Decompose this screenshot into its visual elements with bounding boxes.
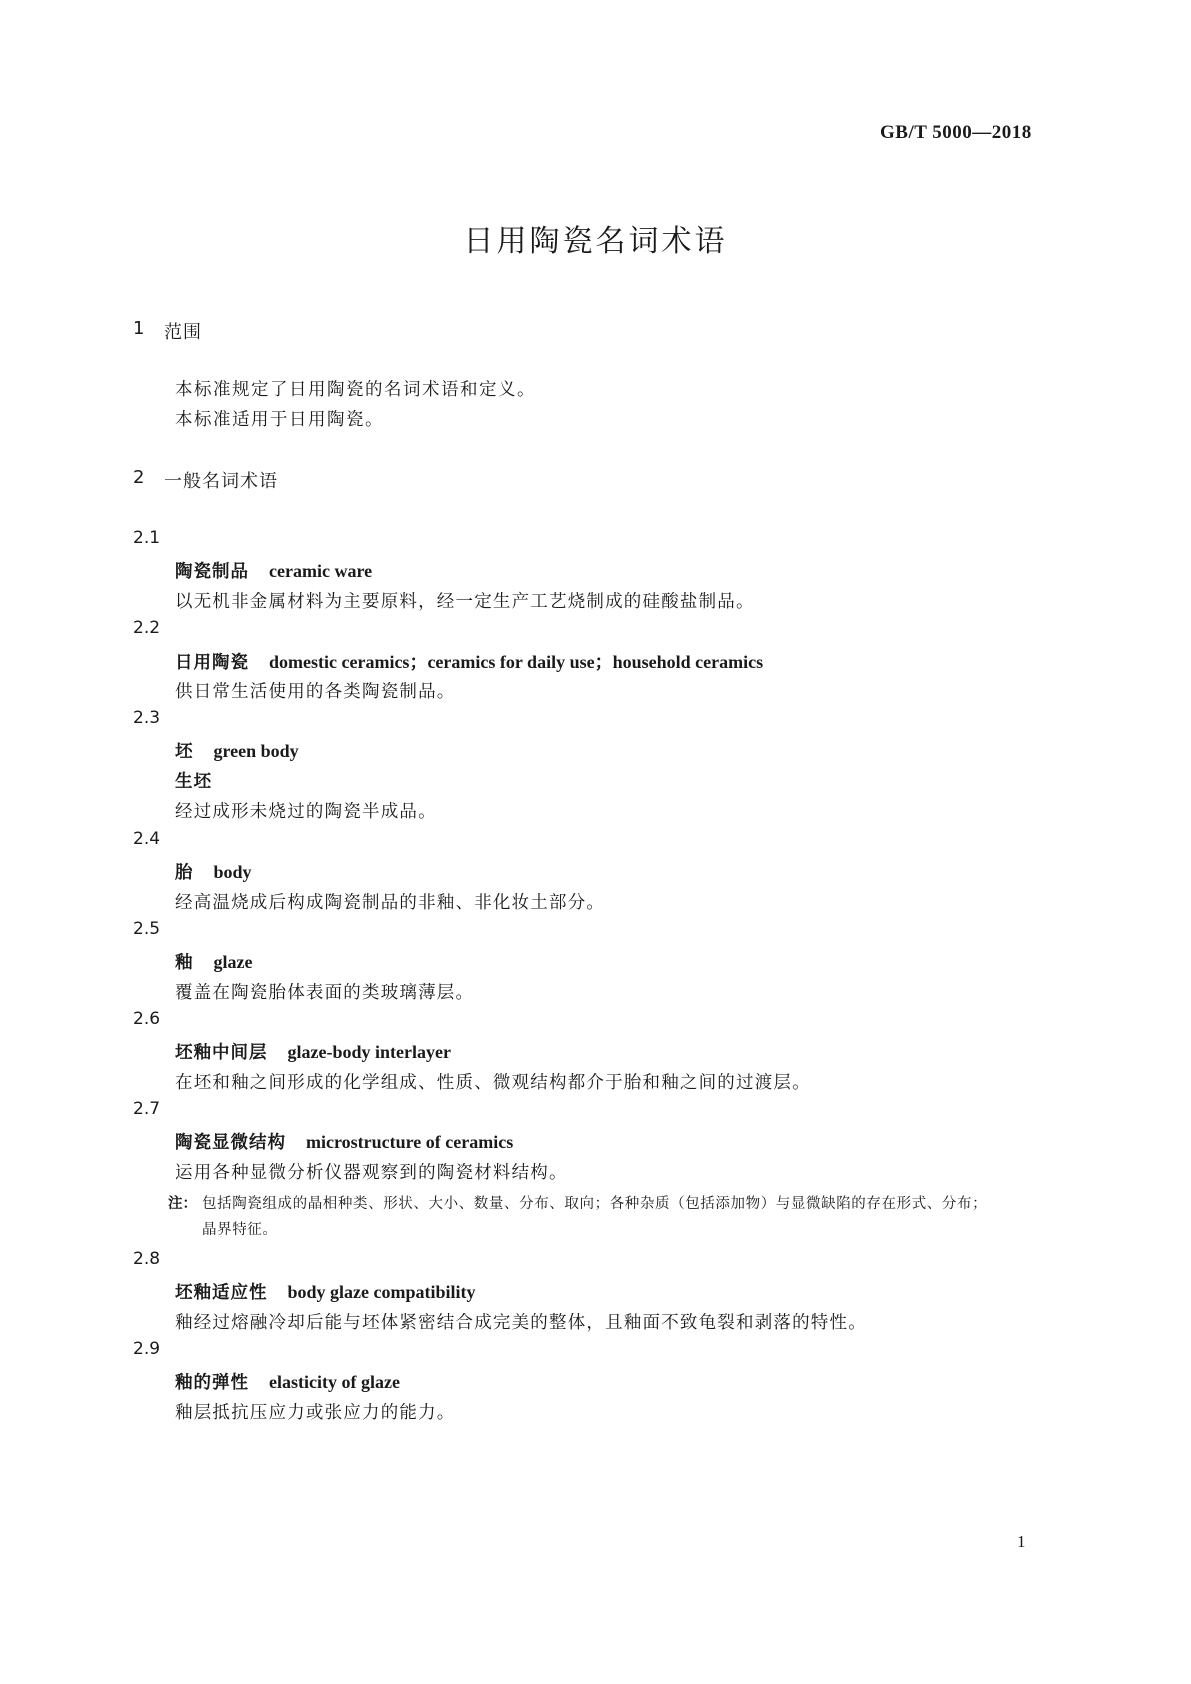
section-number: 2 [133,467,145,488]
term-number: 2.2 [133,618,161,638]
term-heading [175,558,372,583]
term-chinese: 釉 [175,953,194,973]
term-chinese: 釉的弹性 [175,1373,249,1393]
term-definition: 运用各种显微分析仪器观察到的陶瓷材料结构。 [175,1163,568,1183]
term-number: 2.8 [133,1249,161,1269]
term-chinese: 日用陶瓷 [175,653,249,673]
term-chinese: 坯釉适应性 [175,1283,268,1303]
term-number: 2.9 [133,1339,161,1359]
term-chinese: 坯釉中间层 [175,1043,268,1063]
term-definition: 供日常生活使用的各类陶瓷制品。 [175,682,456,702]
note-text: 晶界特征。 [202,1222,278,1238]
term-heading [175,1129,513,1154]
term-english: elasticity of glaze [269,1372,400,1392]
term-definition: 釉经过熔融冷却后能与坯体紧密结合成完美的整体，且釉面不致龟裂和剥落的特性。 [175,1313,867,1333]
term-definition: 经过成形未烧过的陶瓷半成品。 [175,802,437,822]
section-title: 一般名词术语 [164,471,278,492]
term-definition: 经高温烧成后构成陶瓷制品的非釉、非化妆土部分。 [175,893,606,913]
term-heading [175,1369,400,1394]
term-number: 2.4 [133,829,161,849]
term-number: 2.7 [133,1099,161,1119]
section-number: 1 [133,318,145,339]
term-english: body [213,862,252,882]
term-heading [175,1039,451,1064]
term-definition: 以无机非金属材料为主要原料，经一定生产工艺烧制成的硅酸盐制品。 [175,592,755,612]
term-chinese: 胎 [175,863,194,883]
term-chinese: 陶瓷制品 [175,562,249,582]
term-number: 2.3 [133,708,161,728]
term-heading [175,648,763,674]
term-english: body glaze compatibility [287,1282,476,1302]
term-english: microstructure of ceramics [306,1132,514,1152]
term-english: ceramic ware [269,561,373,581]
term-definition: 覆盖在陶瓷胎体表面的类玻璃薄层。 [175,983,475,1003]
standard-code: GB/T 5000—2018 [880,122,1032,143]
term-heading [175,859,252,884]
term-number: 2.1 [133,528,161,548]
term-english: glaze [213,952,253,972]
term-english: green body [213,741,299,761]
term-english: glaze-body interlayer [287,1042,451,1062]
term-heading [175,1279,476,1304]
term-synonym: 生坯 [175,772,212,792]
term-number: 2.5 [133,919,161,939]
term-chinese: 坯 [175,742,194,762]
scope-paragraph: 本标准规定了日用陶瓷的名词术语和定义。 [175,380,536,400]
note-text: 包括陶瓷组成的晶相种类、形状、大小、数量、分布、取向；各种杂质（包括添加物）与显微缺陷的存在形式、分布； [202,1196,988,1212]
term-number: 2.6 [133,1009,161,1029]
term-english: domestic ceramics；ceramics for daily use；household ceramics [269,652,764,672]
term-heading [175,738,299,763]
note-label: 注： [168,1196,197,1212]
term-definition: 在坯和釉之间形成的化学组成、性质、微观结构都介于胎和釉之间的过渡层。 [175,1073,811,1093]
document-title: 日用陶瓷名词术语 [463,224,728,259]
term-heading [175,949,252,974]
term-definition: 釉层抵抗压应力或张应力的能力。 [175,1403,456,1423]
page-number: 1 [1017,1532,1026,1551]
term-chinese: 陶瓷显微结构 [175,1133,286,1153]
scope-paragraph: 本标准适用于日用陶瓷。 [175,410,384,430]
section-title: 范围 [164,322,202,343]
